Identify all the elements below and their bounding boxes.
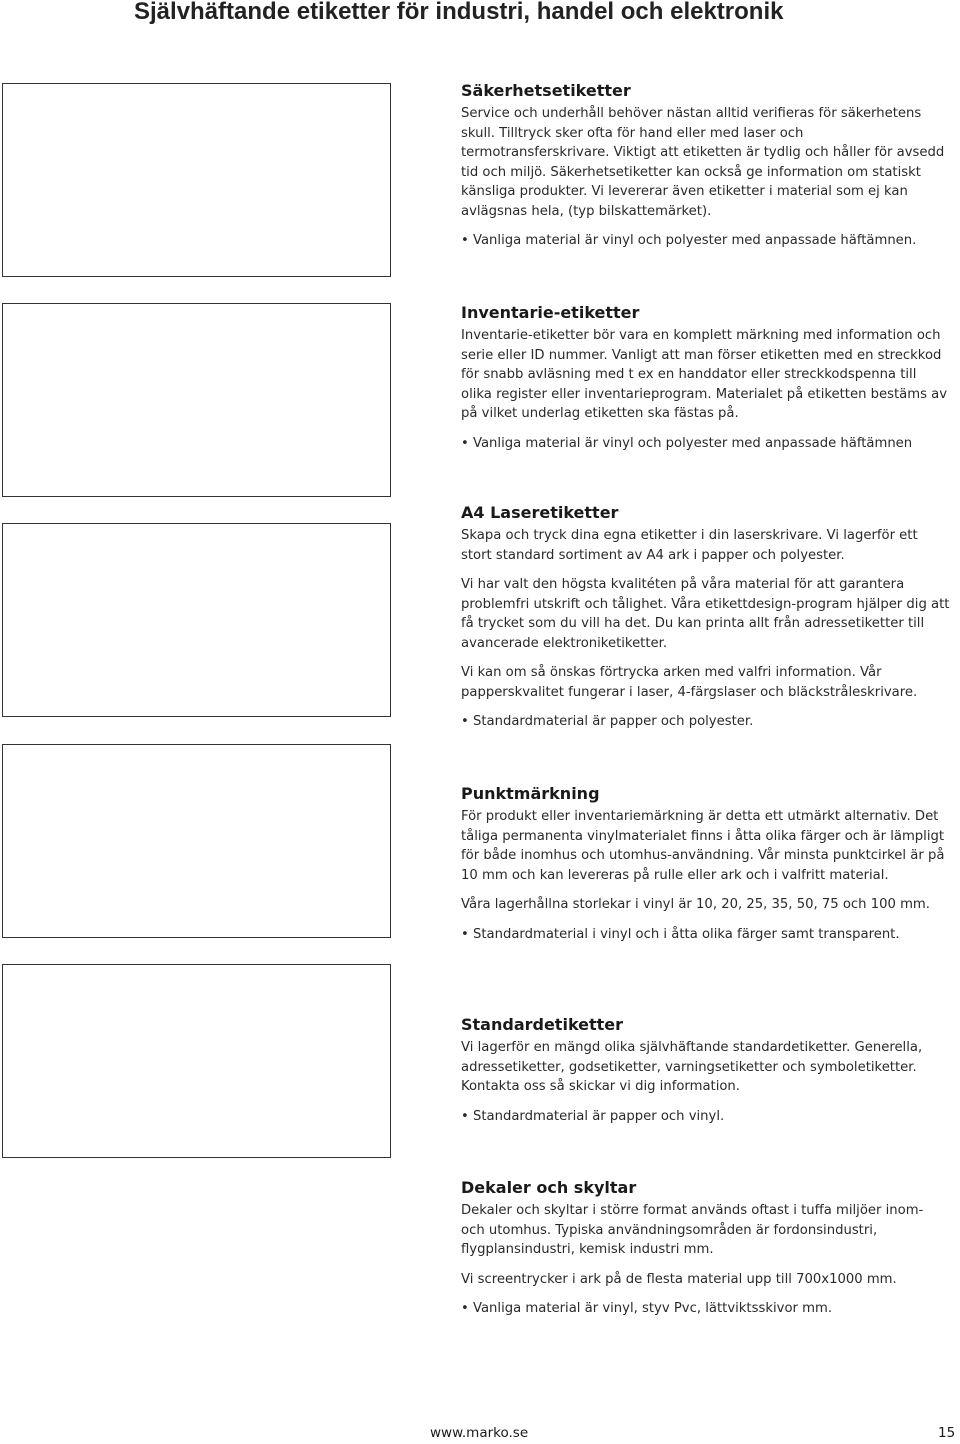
page-number: 15 (938, 1425, 956, 1441)
section-paragraph: Skapa och tryck dina egna etiketter i din laserskrivare. Vi lagerför ett stort standard sortiment av A4 ark i papper och polyester. (461, 528, 918, 563)
section-a4-laseretiketter (461, 502, 951, 742)
image-placeholder-1 (2, 83, 391, 277)
section-paragraph: Inventarie-etiketter bör vara en komplett märkning med information och serie eller ID nummer. Vanligt att man förser etiketten med en streckkod för snabb avläsning med t ex en handdator eller streckkodspenna till olika register eller inventarieprogram. Materialet på etiketten bestäms av på vilket underlag etiketten ska fästas på. (461, 328, 948, 421)
section-paragraph: Vi screentrycker i ark på de flesta material upp till 700x1000 mm. (461, 1271, 897, 1287)
page-title: Självhäftande etiketter för industri, handel och elektronik (134, 0, 784, 25)
section-heading: A4 Laseretiketter (461, 503, 619, 522)
section-inventarie-etiketter (461, 302, 951, 463)
section-paragraph: För produkt eller inventariemärkning är detta ett utmärkt alternativ. Det tåliga permanenta vinylmaterialet finns i åtta olika färger och är lämpligt för både inomhus och utomhus-användning. Vår minsta punktcirkel är på 10 mm och kan levereras på rulle eller ark och i valfritt material. (461, 809, 945, 883)
section-heading: Säkerhetsetiketter (461, 81, 631, 100)
section-bullet: • Standardmaterial är papper och polyester. (461, 712, 951, 732)
section-paragraph: Dekaler och skyltar i större format används oftast i tuffa miljöer inom- och utomhus. Typiska användningsområden är fordonsindustri, flygplansindustri, kemisk industri mm. (461, 1203, 924, 1257)
section-paragraph: Vi har valt den högsta kvalitéten på våra material för att garantera problemfri utskrift och tålighet. Våra etikettdesign-program hjälper dig att få trycket som du vill ha det. Du kan printa allt från adressetiketter till avancerade elektroniketiketter. (461, 577, 950, 651)
image-placeholder-5 (2, 964, 391, 1158)
section-bullet: • Standardmaterial är papper och vinyl. (461, 1107, 951, 1127)
section-punktmarkning (461, 783, 951, 954)
section-heading: Dekaler och skyltar (461, 1178, 637, 1197)
section-bullet: • Vanliga material är vinyl och polyester med anpassade häftämnen (461, 434, 951, 454)
section-bullet: • Vanliga material är vinyl och polyester med anpassade häftämnen. (461, 231, 951, 251)
section-bullet: • Vanliga material är vinyl, styv Pvc, lättviktsskivor mm. (461, 1299, 951, 1319)
section-bullet: • Standardmaterial i vinyl och i åtta olika färger samt transparent. (461, 925, 951, 945)
section-paragraph: Service och underhåll behöver nästan alltid verifieras för säkerhetens skull. Tilltryck sker ofta för hand eller med laser och termotransferskrivare. Viktigt att etiketten är tydlig och håller för avsedd tid och miljö. Säkerhetsetiketter kan också ge information om statiskt känsliga produkter. Vi levererar även etiketter i material som ej kan avlägsnas hela, (typ bilskattemärket). (461, 106, 945, 219)
footer-website-link[interactable]: www.marko.se (430, 1425, 529, 1441)
image-placeholder-2 (2, 303, 391, 497)
image-placeholder-4 (2, 744, 391, 938)
section-sakerhetsetiketter (461, 80, 951, 261)
section-paragraph: Vi kan om så önskas förtrycka arken med valfri information. Vår papperskvalitet fungerar i laser, 4-färgslaser och bläckstråleskrivare. (461, 665, 918, 700)
section-heading: Inventarie-etiketter (461, 303, 640, 322)
section-heading: Standardetiketter (461, 1015, 624, 1034)
section-paragraph: Vi lagerför en mängd olika självhäftande standardetiketter. Generella, adressetiketter, godsetiketter, varningsetiketter och symboletiketter. Kontakta oss så skickar vi dig information. (461, 1040, 923, 1094)
section-heading: Punktmärkning (461, 784, 600, 803)
section-paragraph: Våra lagerhållna storlekar i vinyl är 10, 20, 25, 35, 50, 75 och 100 mm. (461, 897, 930, 912)
image-placeholder-3 (2, 523, 391, 717)
section-standardetiketter (461, 1014, 951, 1136)
section-dekaler-och-skyltar (461, 1177, 951, 1329)
